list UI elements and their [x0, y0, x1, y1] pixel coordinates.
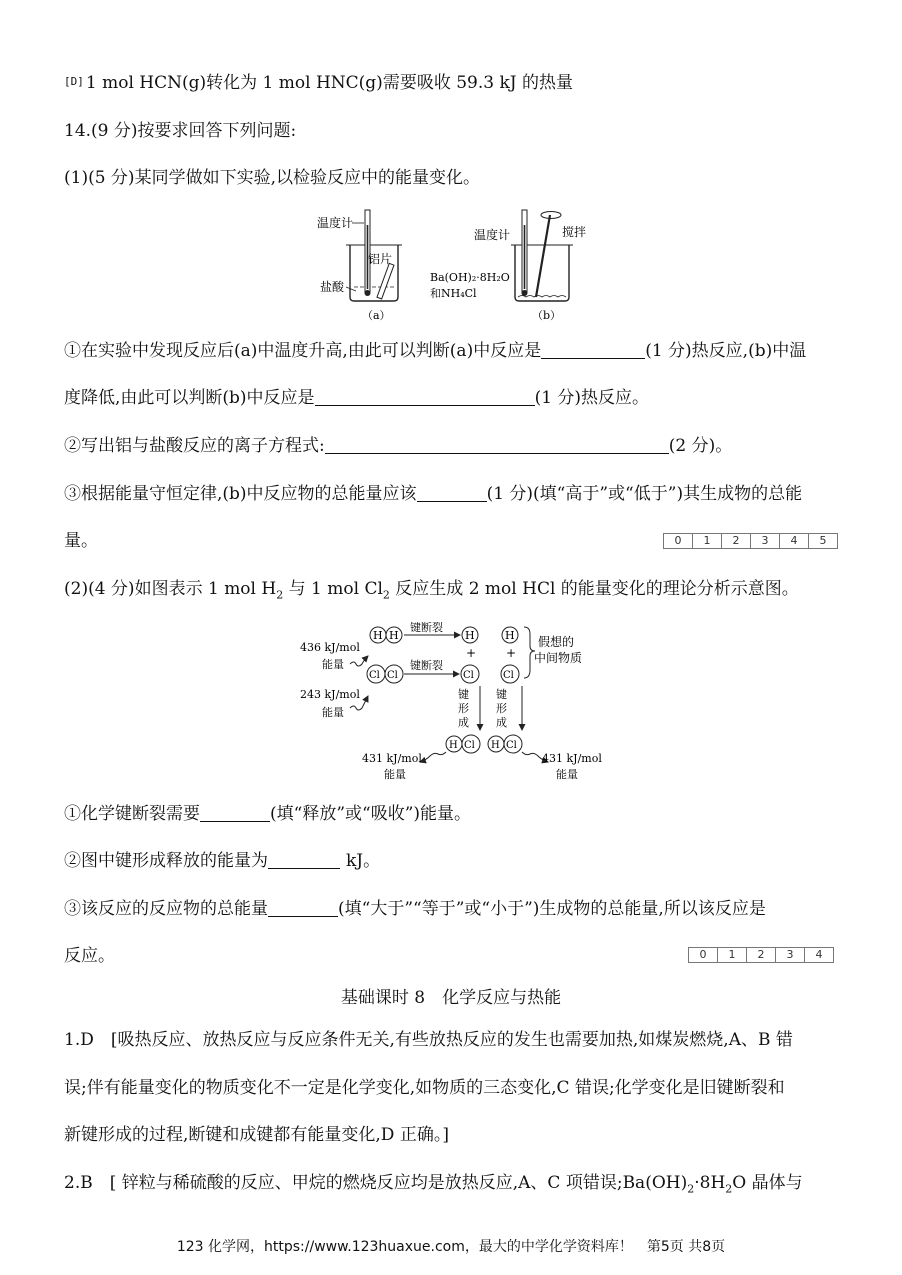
- reagent-label-2: 和NH₄Cl: [430, 287, 477, 300]
- score-cell[interactable]: 1: [692, 534, 721, 548]
- bond-break-label: 键断裂: [410, 622, 443, 634]
- answer-blank[interactable]: [200, 803, 270, 822]
- part2-intro: [64, 577, 838, 607]
- atom-h: H: [465, 629, 475, 642]
- q1-text: ①在实验中发现反应后(a)中温度升高,由此可以判断(a)中反应是: [64, 341, 542, 361]
- part2-q3-line2: 反应。: [64, 946, 115, 966]
- q3-text: ③根据能量守恒定律,(b)中反应物的总能量应该: [64, 484, 417, 504]
- intro-text: (2)(4 分)如图表示 1 mol H: [64, 579, 277, 599]
- subscript: 2: [276, 588, 284, 602]
- score-cell[interactable]: 0: [674, 534, 682, 547]
- atom-cl: Cl: [387, 670, 398, 681]
- score-cell[interactable]: 4: [804, 948, 833, 962]
- b-thermometer-label: 温度计: [474, 228, 511, 242]
- part2-q3-line1: [64, 897, 838, 921]
- plus-sign: +: [466, 646, 477, 660]
- energy-431-right: 431 kJ/mol: [542, 752, 602, 765]
- atom-cl: Cl: [506, 740, 517, 751]
- part1-q3-line2: 量。: [64, 531, 98, 551]
- energy-243: 243 kJ/mol: [300, 688, 360, 701]
- a-thermometer-label: 温度计: [317, 216, 354, 230]
- q2-text: (2 分)。: [668, 436, 733, 456]
- q2-text: ②写出铝与盐酸反应的离子方程式:: [64, 436, 325, 456]
- energy-431-left: 431 kJ/mol: [362, 752, 422, 765]
- caption-b: （b）: [532, 309, 562, 322]
- form-char: 键: [496, 688, 507, 701]
- caption-a: （a）: [362, 309, 391, 322]
- intro-text: 反应生成 2 mol HCl 的能量变化的理论分析示意图。: [389, 579, 799, 599]
- answer-blank[interactable]: [268, 898, 338, 917]
- energy-label: 能量: [322, 658, 344, 671]
- part2-q1: [64, 802, 838, 826]
- answers-heading: 基础课时 8 化学反应与热能: [340, 988, 562, 1008]
- answer-text: ·8H: [694, 1173, 726, 1193]
- subscript: 2: [382, 588, 390, 602]
- form-char: 键: [458, 688, 469, 701]
- q-text: ①化学键断裂需要: [64, 804, 200, 824]
- score-cell[interactable]: 0: [699, 948, 707, 961]
- question-14-title: 14.(9 分)按要求回答下列问题:: [64, 121, 297, 141]
- energy-436: 436 kJ/mol: [300, 641, 360, 654]
- score-cell[interactable]: 1: [717, 948, 746, 962]
- score-cell[interactable]: 5: [808, 534, 837, 548]
- score-box-2: [688, 947, 834, 963]
- q-text: ②图中键形成释放的能量为: [64, 851, 268, 871]
- answer-1-line2: 误;伴有能量变化的物质变化不一定是化学变化,如物质的三态变化,C 错误;化学变化是旧键断裂和: [64, 1078, 785, 1098]
- score-cell[interactable]: 3: [750, 534, 779, 548]
- part1-q1-line2: [64, 386, 838, 410]
- bond-energy-diagram: [298, 622, 618, 788]
- subscript: 2: [687, 1182, 695, 1196]
- intro-text: 与 1 mol Cl: [283, 579, 383, 599]
- atom-cl: Cl: [369, 670, 380, 681]
- answer-blank[interactable]: [268, 850, 340, 869]
- hcl-label: 盐酸: [320, 280, 345, 294]
- answer-1-line3: 新键形成的过程,断键和成键都有能量变化,D 正确。]: [64, 1125, 449, 1145]
- score-cell[interactable]: 2: [721, 534, 750, 548]
- bond-break-label: 键断裂: [410, 659, 443, 672]
- part1-q3-line1: [64, 482, 838, 506]
- atom-h: H: [449, 740, 458, 751]
- answer-text: O 晶体与: [732, 1173, 803, 1193]
- answer-blank[interactable]: [315, 387, 535, 406]
- form-char: 形: [496, 702, 507, 715]
- reagent-label-1: Ba(OH)₂·8H₂O: [430, 271, 510, 284]
- part1-intro: (1)(5 分)某同学做如下实验,以检验反应中的能量变化。: [64, 168, 480, 188]
- part2-q2: [64, 849, 838, 873]
- answer-text: 2.B [ 锌粒与稀硫酸的反应、甲烷的燃烧反应均是放热反应,A、C 项错误;Ba(OH): [64, 1173, 688, 1193]
- q1-text: (1 分)热反应。: [534, 388, 650, 408]
- score-cell[interactable]: 3: [775, 948, 804, 962]
- part1-q1-line1: [64, 339, 838, 363]
- experiment-figure: [310, 205, 610, 327]
- atom-h: H: [373, 629, 383, 642]
- energy-label: 能量: [384, 768, 406, 781]
- option-tag: [D]: [64, 75, 84, 88]
- atom-cl: Cl: [463, 670, 474, 681]
- q-text: (填“大于”“等于”或“小于”)生成物的总能量,所以该反应是: [338, 899, 766, 919]
- score-cell[interactable]: 4: [779, 534, 808, 548]
- page-footer: 123 化学网，https://www.123huaxue.com，最大的中学化学资料库！ 第5页 共8页: [176, 1239, 726, 1255]
- energy-label: 能量: [556, 768, 578, 781]
- answer-blank[interactable]: [417, 483, 487, 502]
- q1-text: 度降低,由此可以判断(b)中反应是: [64, 388, 315, 408]
- q1-text: (1 分)热反应,(b)中温: [645, 341, 807, 361]
- answer-1-line1: 1.D [吸热反应、放热反应与反应条件无关,有些放热反应的发生也需要加热,如煤炭燃烧,A、B 错: [64, 1030, 793, 1050]
- atom-h: H: [389, 629, 399, 642]
- stirring-rod: [536, 215, 550, 297]
- atom-h: H: [505, 629, 515, 642]
- form-char: 形: [458, 702, 469, 715]
- form-char: 成: [458, 716, 469, 729]
- atom-h: H: [491, 740, 500, 751]
- intermediate-label-2: 中间物质: [534, 651, 583, 665]
- subscript: 2: [725, 1182, 733, 1196]
- form-char: 成: [496, 716, 507, 729]
- q-text: (填“释放”或“吸收”)能量。: [270, 804, 472, 824]
- energy-label: 能量: [322, 706, 344, 719]
- plus-sign: +: [506, 646, 517, 660]
- stir-label: 搅拌: [562, 225, 587, 239]
- answer-2-line1: [64, 1171, 838, 1201]
- q-text: ③该反应的反应物的总能量: [64, 899, 268, 919]
- part1-q2: [64, 434, 838, 458]
- intermediate-label-1: 假想的: [538, 635, 575, 649]
- option-d-line: [64, 70, 838, 95]
- q-text: kJ。: [346, 851, 381, 871]
- atom-cl: Cl: [464, 740, 475, 751]
- answer-blank[interactable]: [541, 340, 645, 359]
- option-text: 1 mol HCN(g)转化为 1 mol HNC(g)需要吸收 59.3 kJ 的热量: [85, 73, 573, 93]
- score-cell[interactable]: 2: [746, 948, 775, 962]
- atom-cl: Cl: [503, 670, 514, 681]
- aluminum-strip: [377, 263, 394, 299]
- aluminum-label: 铝片: [368, 252, 393, 266]
- answer-blank[interactable]: [325, 435, 669, 454]
- q3-text: (1 分)(填“高于”或“低于”)其生成物的总能: [486, 484, 803, 504]
- score-box-1: [663, 533, 838, 549]
